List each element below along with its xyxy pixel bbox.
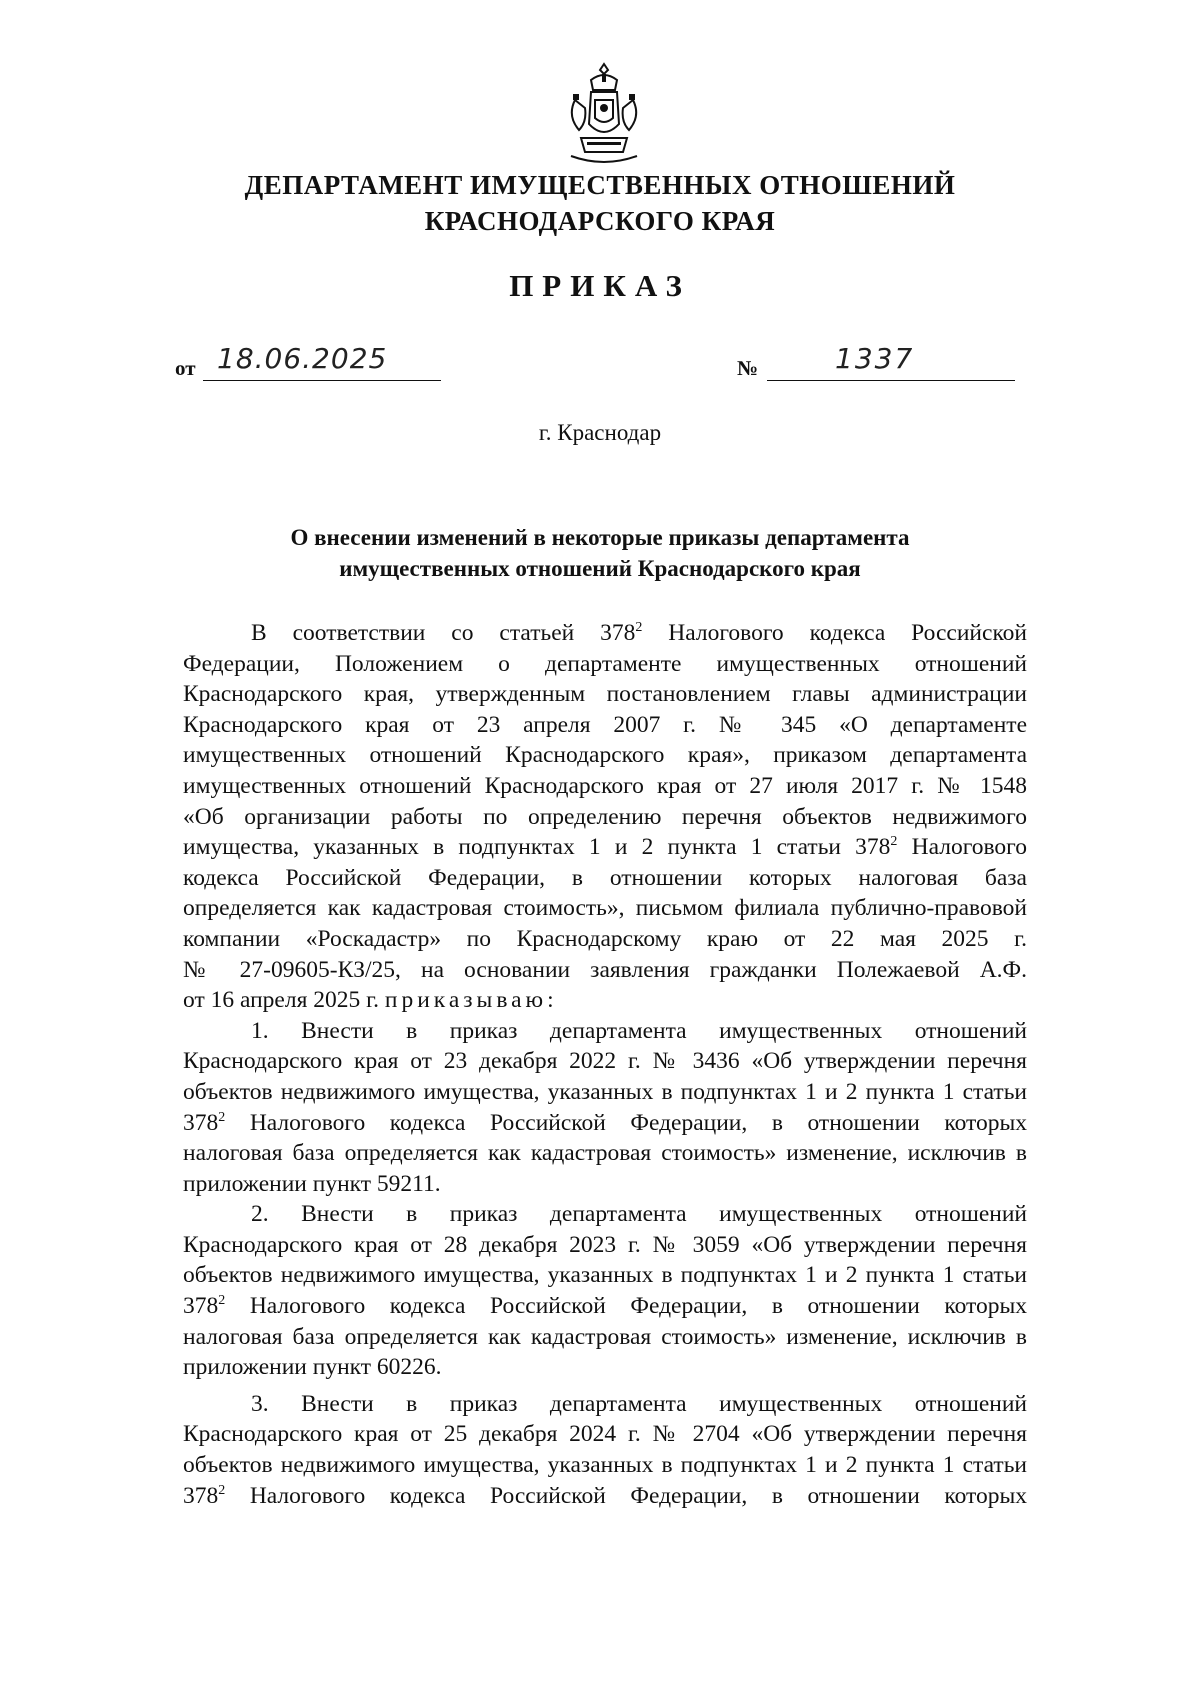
body-line: имущества, указанных в подпунктах 1 и 2 пункта 1 статьи $378^2$ Налогового <box>183 834 1027 861</box>
body-line: определяется как кадастровая стоимость», письмом филиала публично-правовой <box>183 895 1027 922</box>
date-underline <box>203 380 441 381</box>
item1-line: приложении пункт 59211. <box>183 1170 441 1197</box>
item1-line: налоговая база определяется как кадастровая стоимость» изменение, исключив в <box>183 1140 1027 1167</box>
body-line: имущественных отношений Краснодарского края от 27 июля 2017 г. № 1548 <box>183 772 1027 799</box>
item2-line: $378^2$ Налогового кодекса Российской Федерации, в отношении которых <box>183 1293 1027 1320</box>
document-body <box>183 618 1027 1511</box>
body-line: Федерации, Положением о департаменте имущественных отношений <box>183 650 1027 677</box>
item2-line: налоговая база определяется как кадастровая стоимость» изменение, исключив в <box>183 1323 1027 1350</box>
item1-line: 1. Внести в приказ департамента имущественных отношений <box>251 1017 1027 1044</box>
item1-line: $378^2$ Налогового кодекса Российской Федерации, в отношении которых <box>183 1109 1027 1136</box>
number-value: 1337 <box>835 342 915 375</box>
coat-of-arms-emblem <box>561 60 647 166</box>
date-value: 18.06.2025 <box>217 342 388 375</box>
order-verb: приказываю: <box>384 987 558 1014</box>
body-line: от 16 апреля 2025 г. приказываю: <box>183 987 558 1014</box>
item3-line: объектов недвижимого имущества, указанных в подпунктах 1 и 2 пункта 1 статьи <box>183 1452 1027 1479</box>
item3-line: $378^2$ Налогового кодекса Российской Федерации, в отношении которых <box>183 1482 1027 1509</box>
body-line: кодекса Российской Федерации, в отношении которых налоговая база <box>183 864 1027 891</box>
item2-line: приложении пункт 60226. <box>183 1354 442 1381</box>
item1-line: Краснодарского края от 23 декабря 2022 г. № 3436 «Об утверждении перечня <box>183 1048 1027 1075</box>
item2-line: 2. Внести в приказ департамента имущественных отношений <box>251 1201 1027 1228</box>
body-line: компании «Роскадастр» по Краснодарскому краю от 22 мая 2025 г. <box>183 925 1027 952</box>
body-line: имущественных отношений Краснодарского края», приказом департамента <box>183 742 1027 769</box>
body-line: № 27-09605-КЗ/25, на основании заявления гражданки Полежаевой А.Ф. <box>183 956 1027 983</box>
number-underline <box>767 380 1015 381</box>
body-line: Краснодарского края от 23 апреля 2007 г. № 345 «О департаменте <box>183 711 1027 738</box>
document-heading-line2: имущественных отношений Краснодарского края <box>339 556 861 581</box>
item3-line: 3. Внести в приказ департамента имущественных отношений <box>251 1390 1027 1417</box>
date-number-row <box>175 342 1035 386</box>
body-line: Краснодарского края, утвержденным постановлением главы администрации <box>183 681 1027 708</box>
order-title: ПРИКАЗ <box>509 268 691 303</box>
item1-line: объектов недвижимого имущества, указанных в подпунктах 1 и 2 пункта 1 статьи <box>183 1078 1027 1105</box>
document-heading-line1: О внесении изменений в некоторые приказы департамента <box>290 525 910 550</box>
department-name-line1: ДЕПАРТАМЕНТ ИМУЩЕСТВЕННЫХ ОТНОШЕНИЙ <box>244 170 956 200</box>
item2-line: объектов недвижимого имущества, указанных в подпунктах 1 и 2 пункта 1 статьи <box>183 1262 1027 1289</box>
body-line: «Об организации работы по определению перечня объектов недвижимого <box>183 803 1027 830</box>
department-name-line2: КРАСНОДАРСКОГО КРАЯ <box>424 206 776 236</box>
body-line: В соответствии со статьей $378^2$ Налогового кодекса Российской <box>251 620 1027 646</box>
item3-line: Краснодарского края от 25 декабря 2024 г. № 2704 «Об утверждении перечня <box>183 1421 1027 1448</box>
item2-line: Краснодарского края от 28 декабря 2023 г. № 3059 «Об утверждении перечня <box>183 1231 1027 1258</box>
city: г. Краснодар <box>538 420 662 445</box>
number-label: № <box>737 356 759 380</box>
date-label: от <box>175 356 196 380</box>
